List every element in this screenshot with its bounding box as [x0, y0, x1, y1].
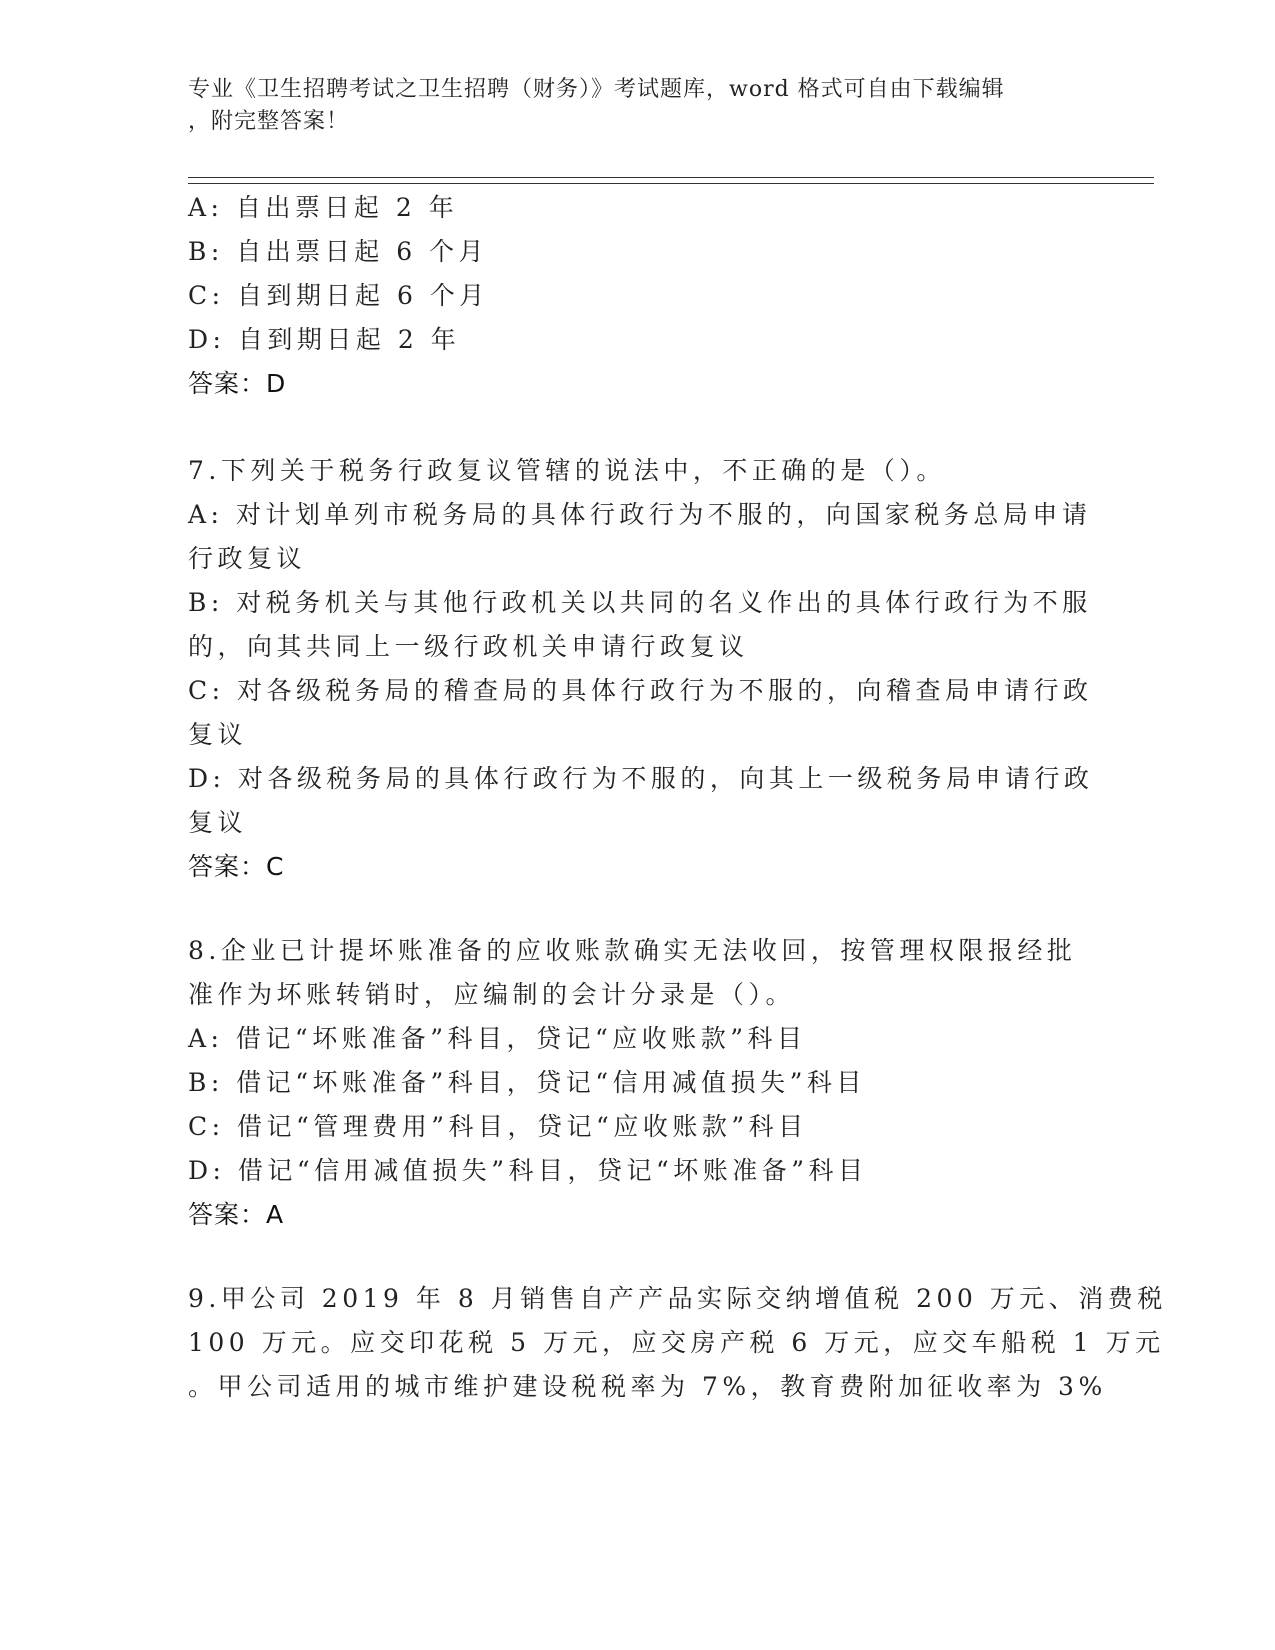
q6-answer: 答案：D: [188, 369, 287, 398]
q9-question-line-2: 100 万元。应交印花税 5 万元，应交房产税 6 万元，应交车船税 1 万元: [188, 1328, 1165, 1357]
q8-question-line-2: 准作为坏账转销时，应编制的会计分录是（）。: [188, 980, 796, 1009]
q8-option-a: A: 借记“坏账准备”科目，贷记“应收账款”科目: [188, 1024, 807, 1053]
q9-question-line-1: 9.甲公司 2019 年 8 月销售自产产品实际交纳增值税 200 万元、消费税: [188, 1284, 1167, 1313]
q6-option-b: B: 自出票日起 6 个月: [188, 237, 489, 266]
q9-question-line-3: 。甲公司适用的城市维护建设税税率为 7%，教育费附加征收率为 3%: [188, 1372, 1107, 1401]
q7-option-b-line-2: 的，向其共同上一级行政机关申请行政复议: [188, 632, 749, 661]
q8-question-line-1: 8.企业已计提坏账准备的应收账款确实无法收回，按管理权限报经批: [188, 936, 1077, 965]
header-divider-bottom: [188, 183, 1154, 184]
q6-option-d: D: 自到期日起 2 年: [188, 325, 461, 354]
q7-option-d-line-2: 复议: [188, 808, 248, 837]
document-header: [188, 74, 1068, 138]
q7-answer: 答案：C: [188, 852, 285, 881]
q7-option-b-line-1: B: 对税务机关与其他行政机关以共同的名义作出的具体行政行为不服: [188, 588, 1092, 617]
q6-option-a: A: 自出票日起 2 年: [188, 193, 459, 222]
q8-option-b: B: 借记“坏账准备”科目，贷记“信用减值损失”科目: [188, 1068, 866, 1097]
q7-option-a-line-2: 行政复议: [188, 544, 307, 573]
q7-option-c-line-2: 复议: [188, 720, 248, 749]
q7-question: 7.下列关于税务行政复议管辖的说法中，不正确的是（）。: [188, 456, 946, 485]
header-divider-top: [188, 177, 1154, 178]
header-line-1: 专业《卫生招聘考试之卫生招聘（财务）》考试题库，word 格式可自由下载编辑: [188, 77, 1005, 102]
q7-option-a-line-1: A: 对计划单列市税务局的具体行政行为不服的，向国家税务总局申请: [188, 500, 1092, 529]
q8-option-c: C: 借记“管理费用”科目，贷记“应收账款”科目: [188, 1112, 808, 1141]
header-line-2: ，附完整答案！: [188, 109, 350, 134]
q8-answer: 答案：A: [188, 1200, 285, 1229]
q7-option-d-line-1: D: 对各级税务局的具体行政行为不服的，向其上一级税务局申请行政: [188, 764, 1094, 793]
q8-option-d: D: 借记“信用减值损失”科目，贷记“坏账准备”科目: [188, 1156, 868, 1185]
q7-option-c-line-1: C: 对各级税务局的稽查局的具体行政行为不服的，向稽查局申请行政: [188, 676, 1093, 705]
q6-option-c: C: 自到期日起 6 个月: [188, 281, 489, 310]
